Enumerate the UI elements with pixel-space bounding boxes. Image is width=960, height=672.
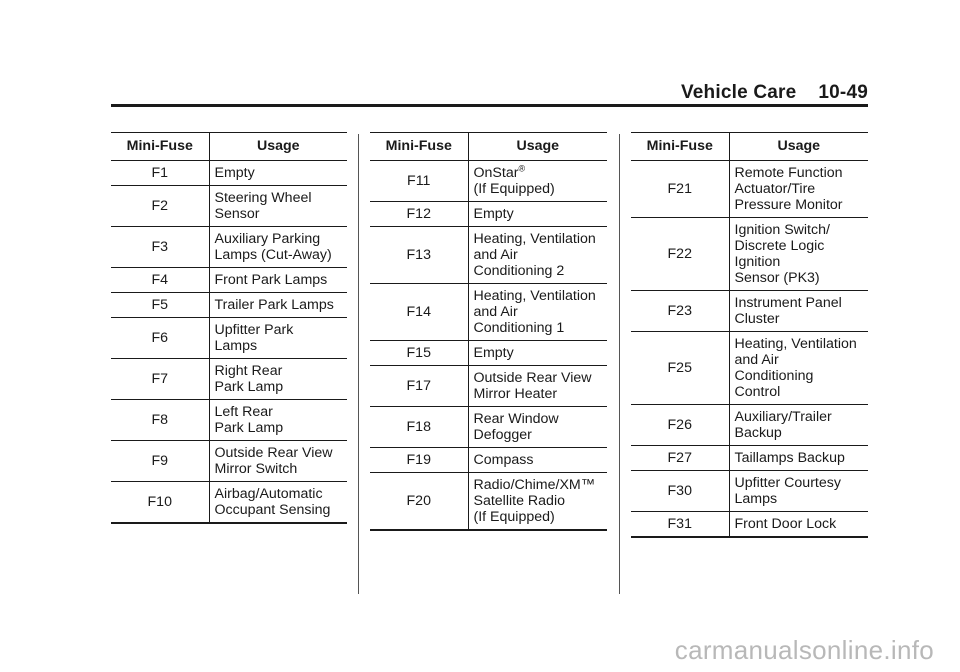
fuse-id: F30: [631, 471, 729, 512]
fuse-table-1: [111, 132, 347, 524]
usage-line: Sensor: [214, 206, 260, 222]
fuse-table-2: [370, 132, 607, 531]
table-row: [111, 227, 347, 268]
header-mini-fuse: Mini-Fuse: [111, 133, 209, 161]
table-row: [111, 293, 347, 318]
fuse-usage: [209, 359, 347, 400]
usage-line: Front Park Lamps: [214, 272, 328, 288]
usage-line: Trailer Park Lamps: [214, 297, 334, 313]
table-row: [111, 186, 347, 227]
usage-line: Defogger: [473, 427, 532, 443]
usage-line: Mirror Switch: [214, 461, 298, 477]
usage-line: Control: [734, 384, 781, 400]
table-row: [111, 400, 347, 441]
fuse-id: F25: [631, 332, 729, 405]
fuse-usage: [468, 341, 607, 366]
fuse-usage: [729, 291, 868, 332]
usage-line: Auxiliary/Trailer: [734, 409, 832, 425]
fuse-usage: [209, 227, 347, 268]
usage-line: Lamps (Cut-Away): [214, 247, 332, 263]
usage-line: Mirror Heater: [473, 386, 558, 402]
usage-line: Taillamps Backup: [734, 450, 845, 466]
fuse-usage: [468, 161, 607, 202]
fuse-usage: [729, 332, 868, 405]
header-usage: Usage: [468, 133, 607, 161]
usage-line: Auxiliary Parking: [214, 231, 321, 247]
table-row: [631, 512, 868, 538]
fuse-usage: [468, 407, 607, 448]
fuse-id: F5: [111, 293, 209, 318]
fuse-usage: [729, 512, 868, 538]
fuse-id: F20: [370, 473, 468, 531]
fuse-id: F6: [111, 318, 209, 359]
usage-line: Ignition: [734, 254, 781, 270]
usage-line: Outside Rear View: [214, 445, 333, 461]
fuse-usage: [468, 227, 607, 284]
usage-line: Right Rear: [214, 363, 283, 379]
header-rule: [111, 104, 868, 107]
fuse-usage: [209, 400, 347, 441]
usage-line: Compass: [473, 452, 534, 468]
usage-line: Heating, Ventilation: [473, 288, 596, 304]
fuse-id: F19: [370, 448, 468, 473]
usage-line: Empty: [473, 345, 514, 361]
usage-line: Park Lamp: [214, 420, 284, 436]
table-row: [111, 441, 347, 482]
table-row: [631, 218, 868, 291]
usage-line: Park Lamp: [214, 379, 284, 395]
usage-line: Instrument Panel: [734, 295, 842, 311]
fuse-id: F11: [370, 161, 468, 202]
fuse-usage: [468, 284, 607, 341]
fuse-usage: [729, 405, 868, 446]
usage-line: (If Equipped): [473, 509, 555, 525]
table-row: [631, 161, 868, 218]
usage-line: Remote Function: [734, 165, 843, 181]
usage-line: Outside Rear View: [473, 370, 592, 386]
table-row: [111, 359, 347, 400]
usage-line: Left Rear: [214, 404, 273, 420]
fuse-id: F21: [631, 161, 729, 218]
usage-line: Ignition Switch/: [734, 222, 830, 238]
usage-line: Backup: [734, 425, 782, 441]
fuse-usage: [468, 473, 607, 531]
fuse-usage: [209, 441, 347, 482]
fuse-usage: [729, 446, 868, 471]
fuse-usage: [209, 268, 347, 293]
page-number: 10-49: [818, 82, 868, 103]
usage-line: Empty: [214, 165, 255, 181]
table-row: [631, 332, 868, 405]
usage-line: Heating, Ventilation: [473, 231, 596, 247]
registered-mark: ®: [518, 163, 526, 174]
usage-line: Sensor (PK3): [734, 270, 820, 286]
header-mini-fuse: Mini-Fuse: [370, 133, 468, 161]
fuse-id: F17: [370, 366, 468, 407]
fuse-id: F3: [111, 227, 209, 268]
table-row: [370, 284, 607, 341]
fuse-id: F2: [111, 186, 209, 227]
usage-line: Conditioning 2: [473, 263, 565, 279]
usage-line: Actuator/Tire: [734, 181, 816, 197]
fuse-id: F8: [111, 400, 209, 441]
header-mini-fuse: Mini-Fuse: [631, 133, 729, 161]
header-usage: Usage: [729, 133, 868, 161]
usage-line: Upfitter Park: [214, 322, 294, 338]
fuse-id: F18: [370, 407, 468, 448]
usage-line: Occupant Sensing: [214, 502, 331, 518]
fuse-usage: [468, 366, 607, 407]
table-row: [370, 366, 607, 407]
usage-line: Conditioning: [734, 368, 814, 384]
usage-line: Discrete Logic: [734, 238, 825, 254]
fuse-usage: [468, 202, 607, 227]
usage-line: and Air: [473, 304, 518, 320]
fuse-usage: [209, 293, 347, 318]
table-row: [111, 482, 347, 524]
fuse-id: F27: [631, 446, 729, 471]
usage-line: Satellite Radio: [473, 493, 565, 509]
table-row: [111, 161, 347, 186]
usage-line: Upfitter Courtesy: [734, 475, 841, 491]
usage-line: Conditioning 1: [473, 320, 565, 336]
fuse-id: F9: [111, 441, 209, 482]
table-row: [370, 227, 607, 284]
fuse-usage: [209, 186, 347, 227]
fuse-usage: [209, 318, 347, 359]
usage-line: and Air: [473, 247, 518, 263]
fuse-id: F12: [370, 202, 468, 227]
usage-line: Cluster: [734, 311, 780, 327]
usage-line: Rear Window: [473, 411, 559, 427]
usage-line: (If Equipped): [473, 181, 555, 197]
column-divider: [358, 134, 359, 594]
table-row: [631, 446, 868, 471]
header-usage: Usage: [209, 133, 347, 161]
table-row: [370, 407, 607, 448]
usage-line: Radio/Chime/XM™: [473, 477, 595, 493]
table-row: [370, 161, 607, 202]
usage-line: Steering Wheel: [214, 190, 312, 206]
fuse-id: F7: [111, 359, 209, 400]
usage-line: Heating, Ventilation: [734, 336, 857, 352]
fuse-usage: [729, 471, 868, 512]
fuse-id: F15: [370, 341, 468, 366]
fuse-id: F13: [370, 227, 468, 284]
page-header: [681, 82, 868, 104]
table-row: [631, 471, 868, 512]
fuse-usage: [209, 161, 347, 186]
table-row: [370, 341, 607, 366]
usage-line: Pressure Monitor: [734, 197, 843, 213]
table-row: [370, 473, 607, 531]
usage-line: Front Door Lock: [734, 516, 837, 532]
fuse-usage: [729, 218, 868, 291]
usage-line: Empty: [473, 206, 514, 222]
table-row: [631, 291, 868, 332]
usage-line: Lamps: [734, 491, 778, 507]
usage-line: Airbag/Automatic: [214, 486, 323, 502]
fuse-table-3: [631, 132, 868, 538]
usage-line: Lamps: [214, 338, 258, 354]
usage-line: OnStar: [473, 165, 519, 181]
watermark: carmanualsonline.info: [674, 635, 934, 665]
fuse-id: F14: [370, 284, 468, 341]
fuse-usage: [729, 161, 868, 218]
table-row: [631, 405, 868, 446]
fuse-usage: [209, 482, 347, 524]
table-row: [370, 448, 607, 473]
fuse-id: F1: [111, 161, 209, 186]
fuse-id: F26: [631, 405, 729, 446]
table-row: [111, 268, 347, 293]
fuse-id: F31: [631, 512, 729, 538]
usage-line: and Air: [734, 352, 779, 368]
fuse-usage: [468, 448, 607, 473]
fuse-id: F10: [111, 482, 209, 524]
fuse-id: F23: [631, 291, 729, 332]
section-title: Vehicle Care: [680, 82, 797, 103]
fuse-id: F4: [111, 268, 209, 293]
table-row: [111, 318, 347, 359]
table-row: [370, 202, 607, 227]
column-divider: [619, 134, 620, 594]
fuse-id: F22: [631, 218, 729, 291]
